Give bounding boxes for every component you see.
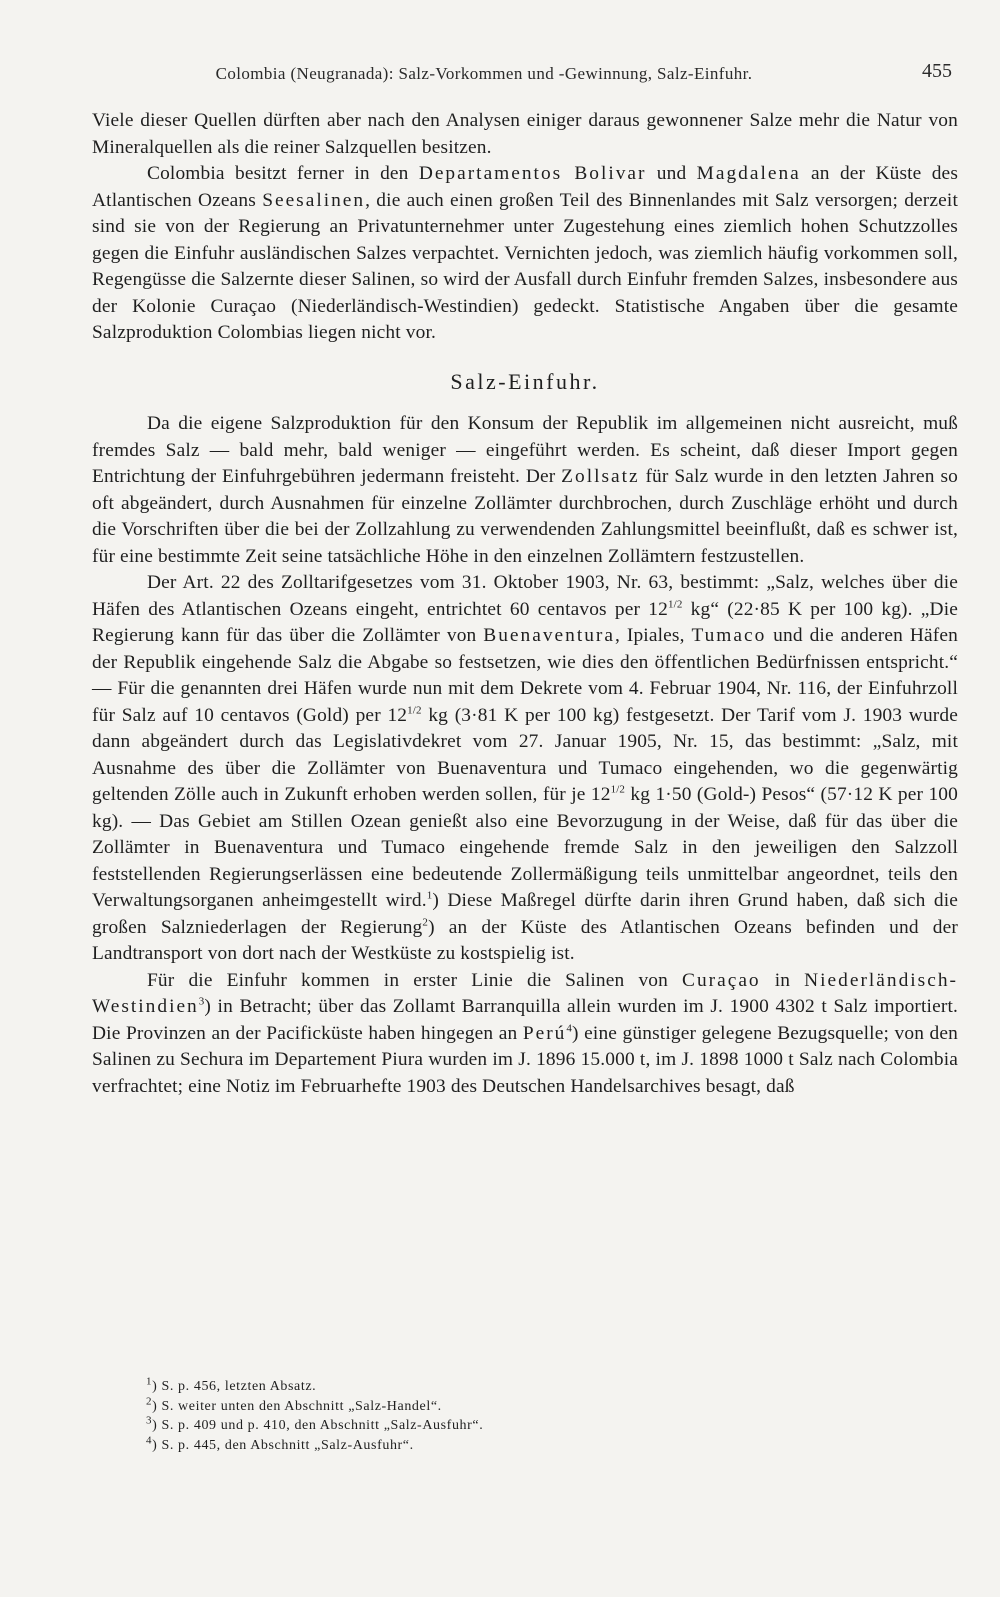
text-run: Da die eigene Salzproduktion für den Konsum der Republik im allgemeinen nicht ausreicht, muß fremdes Salz — bald mehr, bald weniger — eingeführt werden. Es scheint, daß dieser Import gegen Entrichtung der Einfuhrgebühren jedermann freisteht. Der [92,413,958,487]
footnote-ref: 3 [198,995,205,1008]
text-run: ) S. weiter unten den Abschnitt „Salz-Handel“. [152,1398,442,1414]
superscript: 1 [146,1375,153,1388]
spaced-term: Magdalena [696,163,801,184]
spaced-term: Curaçao [682,969,761,991]
body-text [92,108,958,1100]
text-run: Colombia besitzt ferner in den [147,163,419,184]
text-run: kg 1·50 (Gold-) Pesos“ (57·12 K per 100 kg). — Das Gebiet am Stillen Ozean genießt also eine Bevorzugung in der Weise, daß für das über die Zollämter in Buenaventura und Tumaco eingehende fremde Salz in den jeweiligen den Salzzoll feststellenden Regierungserlässen eine bedeutende Zollermäßigung teils unmittelbar angeordnet, teils den Verwaltungsorganen anheimgestellt wird. [92,784,958,911]
text-run: , die auch einen großen Teil des Binnenlandes mit Salz versorgen; derzeit sind sie von der Regierung an Privatunternehmer unter Zugestehung eines ziemlich hohen Schutzzolles gegen die Einfuhr ausländischen Salzes verpachtet. Vernichten jedoch, was ziemlich häufig vorkommen soll, Regengüsse die Salzernte dieser Salinen, so wird der Ausfall durch Einfuhr fremden Salzes, insbesondere aus der Kolonie Curaçao (Niederländisch-Westindien) gedeckt. Statistische Angaben über die gesamte Salzproduktion Colombias liegen nicht vor. [92,189,959,343]
spaced-term: Perú [522,1022,567,1044]
running-title: Colombia (Neugranada): Salz-Vorkommen und -Gewinnung, Salz-Einfuhr. [215,64,753,83]
text-run: an der Küste des Atlantischen Ozeans [92,163,959,211]
paragraph-intro-1 [92,108,958,161]
text-run: ) Diese Maßregel dürfte darin ihren Grund haben, daß sich die großen Salzniederlagen der Regierung [92,890,958,938]
spaced-term: Zollsatz [561,466,640,487]
text-run: und [646,163,697,184]
text-run: , Ipiales, [614,625,692,646]
footnote-2 [146,1394,846,1417]
paragraph-section-2 [92,570,958,968]
text-run: ) an der Küste des Atlantischen Ozeans befinden und der Landtransport von dort nach der Westküste zu kostspielig ist. [92,916,958,964]
paragraph-section-3 [92,968,958,1101]
text-run: und die anderen Häfen der Republik eingehende Salz die Abgabe so festsetzen, wie dies den öffentlichen Bedürfnissen entspricht.“ — Für die genannten drei Häfen wurde nun mit dem Dekrete vom 4. Februar 1904, Nr. 116, der Einfuhrzoll für Salz auf 10 centavos (Gold) per 12 [92,625,959,726]
text-run: ) S. p. 445, den Abschnitt „Salz-Ausfuhr“. [152,1437,414,1453]
superscript: 3 [146,1414,153,1427]
page-number: 455 [922,60,952,82]
fraction: 1/2 [610,783,626,796]
spaced-term: Departamentos Bolivar [418,163,647,184]
text-run: ) eine günstiger gelegene Bezugsquelle; von den Salinen zu Sechura im Departement Piura wurden im J. 1896 15.000 t, im J. 1898 1000 t Salz nach Colombia verfrachtet; eine Notiz im Februarhefte 1903 des Deutschen Handelsarchives besagt, daß [92,1022,958,1097]
footnote-1 [146,1377,846,1397]
fraction: 1/2 [667,598,683,611]
running-head [96,60,952,92]
superscript: 2 [146,1394,153,1407]
text-run: ) S. p. 456, letzten Absatz. [152,1379,317,1394]
text-run: Viele dieser Quellen dürften aber nach den Analysen einiger daraus gewonnener Salze mehr die Natur von Mineralquellen als die reiner Salzquellen besitzen. [92,110,958,158]
text-run: für Salz wurde in den letzten Jahren so oft abgeändert, durch Ausnahmen für einzelne Zollämter durchbrochen, durch Zuschläge erhöht und durch die Vorschriften über die bei der Zollzahlung zu verwendenden Zahlungsmittel beeinflußt, daß es schwer ist, für eine bestimmte Zeit seine tatsächliche Höhe in den einzelnen Zollämtern festzustellen. [92,466,958,567]
footnote-ref: 1 [426,889,433,902]
text-run: kg“ (22·85 K per 100 kg). „Die Regierung kann für das über die Zollämter von [92,598,958,646]
spaced-term: Buenaventura [483,625,615,646]
section-heading: Salz-Einfuhr. [450,368,600,394]
text-run: ) S. p. 409 und p. 410, den Abschnitt „Salz-Ausfuhr“. [152,1418,484,1433]
paragraph-section-1 [92,411,958,570]
spaced-term: Tumaco [691,625,767,646]
footnote-ref: 4 [566,1022,573,1035]
footnote-ref: 2 [422,916,429,929]
text-run: in [760,969,805,991]
superscript: 4 [146,1433,153,1446]
text-run: Der Art. 22 des Zolltarifgesetzes vom 31. Oktober 1903, Nr. 63, bestimmt: „Salz, welches über die Häfen des Atlantischen Ozeans eingeht, entrichtet 60 centavos per 12 [92,572,958,620]
fraction: 1/2 [407,704,422,717]
footnotes [146,1377,846,1455]
footnote-4 [146,1433,846,1456]
text-run: ) in Betracht; über das Zollamt Barranquilla allein wurden im J. 1900 4302 t Salz importiert. Die Provinzen an der Pacificküste haben hingegen an [92,996,958,1044]
paragraph-intro-2 [92,161,958,347]
footnote-3 [146,1416,846,1436]
spaced-term: Seesalinen [262,189,366,211]
text-run: kg (3·81 K per 100 kg) festgesetzt. Der Tarif vom J. 1903 wurde dann abgeändert durch das Legislativdekret vom 27. Januar 1905, Nr. 15, das bestimmt: „Salz, mit Ausnahme des über die Zollämter von Buenaventura und Tumaco eingehenden, wo die gegenwärtig geltenden Zölle auch in Zukunft erhoben werden sollen, für je 12 [92,704,958,805]
spaced-term: Niederländisch-Westindien [92,969,958,1017]
text-run: Für die Einfuhr kommen in erster Linie die Salinen von [147,969,683,991]
